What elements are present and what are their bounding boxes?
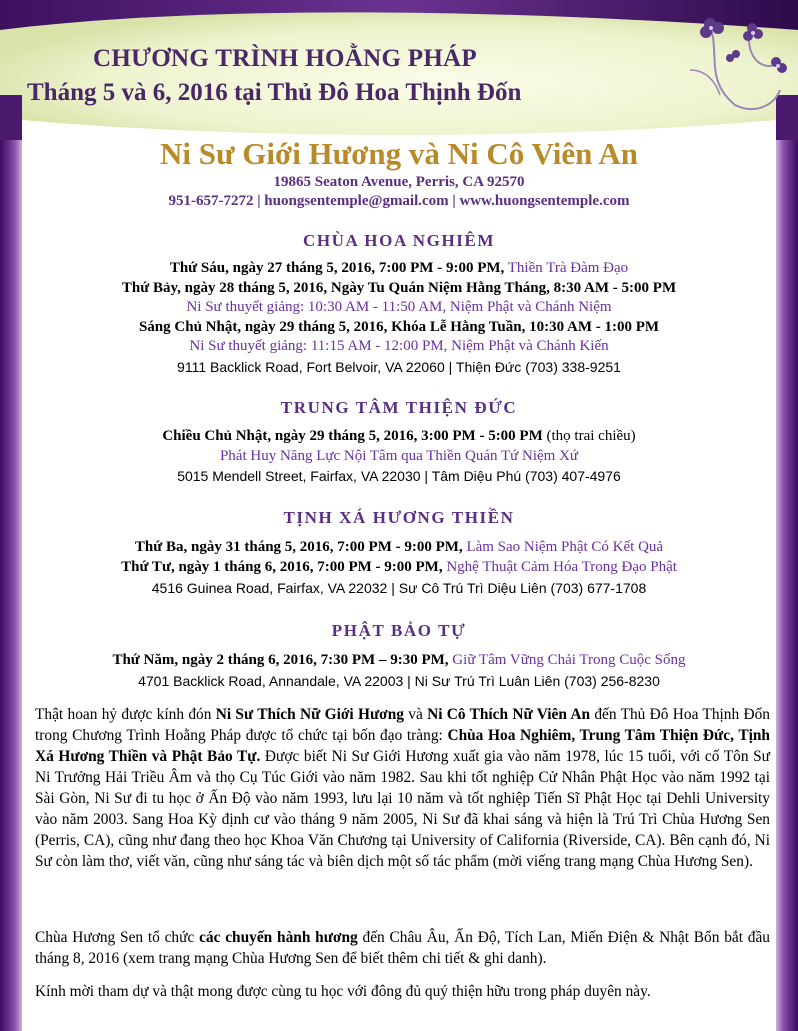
invitation-paragraph: Kính mời tham dự và thật mong được cùng tu học với đông đủ quý thiện hữu trong pháp duyên này.	[35, 983, 651, 1000]
pilgrimage-paragraph: Chùa Hương Sen tổ chức các chuyến hành hương đến Châu Âu, Ấn Độ, Tích Lan, Miến Điện & Nhật Bổn bắt đầu tháng 8, 2016 (xem trang mạng Chùa Hương Sen để biết thêm chi tiết & ghi danh).	[35, 929, 771, 967]
event-line: Chiều Chủ Nhật, ngày 29 tháng 5, 2016, 3:00 PM - 5:00 PM (thọ trai chiều)	[162, 428, 636, 444]
event-line: Sáng Chủ Nhật, ngày 29 tháng 5, 2016, Khóa Lễ Hằng Tuần, 10:30 AM - 1:00 PM	[138, 319, 660, 335]
section-title-thien-duc: TRUNG TÂM THIỆN ĐỨC	[280, 398, 518, 417]
intro-paragraph: Thật hoan hỷ được kính đón Ni Sư Thích Nữ Giới Hương và Ni Cô Thích Nữ Viên An đến Thủ Đô Hoa Thịnh Đốn trong Chương Trình Hoằng Pháp được tổ chức tại bốn đạo tràng: Chùa Hoa Nghiêm, Trung Tâm Thiện Đức, Tịnh Xá Hương Thiền và Phật Bảo Tự. Được biết Ni Sư Giới Hương xuất gia vào năm 1978, lúc 15 tuổi, với cố Tôn Sư Ni Trưởng Hải Triều Âm và thọ Cụ Túc Giới vào năm 1982. Sau khi tốt nghiệp Cử Nhân Phật Học vào năm 1992 tại Sài Gòn, Ni Sư đi tu học ở Ấn Độ vào năm 1993, lưu lại 10 năm và tốt nghiệp Tiến Sĩ Phật Học tại Dehli University vào năm 2003. Sang Hoa Kỳ định cư vào tháng 9 năm 2005, Ni Sư đã khai sáng và hiện là Trú Trì Chùa Hương Sen (Perris, CA), cũng như đang theo học Khoa Văn Chương tại University of California (Riverside, CA). Bên cạnh đó, Ni Sư còn làm thơ, viết văn, cũng như sáng tác và biên dịch một số tác phẩm (mời viếng trang mạng Chùa Hương Sen).	[35, 706, 770, 870]
event-line: Thứ Bảy, ngày 28 tháng 5, 2016, Ngày Tu Quán Niệm Hằng Tháng, 8:30 AM - 5:00 PM	[121, 280, 677, 296]
event-line: Thứ Tư, ngày 1 tháng 6, 2016, 7:00 PM - 9:00 PM, Nghệ Thuật Cảm Hóa Trong Đạo Phật	[121, 559, 677, 575]
section-title-hoa-nghiem: CHÙA HOA NGHIÊM	[302, 231, 496, 250]
event-line: Ni Sư thuyết giảng: 10:30 AM - 11:50 AM, Niệm Phật và Chánh Niệm	[186, 299, 612, 315]
section-title-huong-thien: TỊNH XÁ HƯƠNG THIỀN	[283, 508, 515, 527]
section-title-phat-bao-tu: PHẬT BẢO TỰ	[331, 621, 467, 640]
event-line: Phát Huy Năng Lực Nội Tâm qua Thiền Quán Tứ Niệm Xứ	[219, 448, 579, 464]
event-line: Thứ Năm, ngày 2 tháng 6, 2016, 7:30 PM – 9:30 PM, Giữ Tâm Vững Chải Trong Cuộc Sống	[112, 652, 686, 668]
temple-contact: 951-657-7272 | huongsentemple@gmail.com | www.huongsentemple.com	[168, 193, 630, 209]
program-subtitle: Tháng 5 và 6, 2016 tại Thủ Đô Hoa Thịnh Đốn	[27, 79, 522, 106]
violet-flower-icon	[680, 10, 792, 120]
location-address: 9111 Backlick Road, Fort Belvoir, VA 22060 | Thiện Đức (703) 338-9251	[177, 359, 621, 375]
location-address: 4516 Guinea Road, Fairfax, VA 22032 | Sư Cô Trú Trì Diệu Liên (703) 677-1708	[151, 580, 647, 596]
event-line: Thứ Ba, ngày 31 tháng 5, 2016, 7:00 PM - 9:00 PM, Làm Sao Niệm Phật Có Kết Quả	[134, 539, 664, 555]
location-address: 5015 Mendell Street, Fairfax, VA 22030 | Tâm Diệu Phú (703) 407-4976	[177, 468, 621, 484]
program-title: CHƯƠNG TRÌNH HOẰNG PHÁP	[93, 45, 477, 72]
speaker-names: Ni Sư Giới Hương và Ni Cô Viên An	[159, 136, 639, 171]
event-line: Ni Sư thuyết giảng: 11:15 AM - 12:00 PM, Niệm Phật và Chánh Kiến	[189, 338, 609, 354]
event-line: Thứ Sáu, ngày 27 tháng 5, 2016, 7:00 PM - 9:00 PM, Thiền Trà Đàm Đạo	[169, 260, 629, 276]
location-address: 4701 Backlick Road, Annandale, VA 22003 | Ni Sư Trú Trì Luân Liên (703) 256-8230	[138, 673, 660, 689]
temple-address: 19865 Seaton Avenue, Perris, CA 92570	[273, 174, 525, 190]
